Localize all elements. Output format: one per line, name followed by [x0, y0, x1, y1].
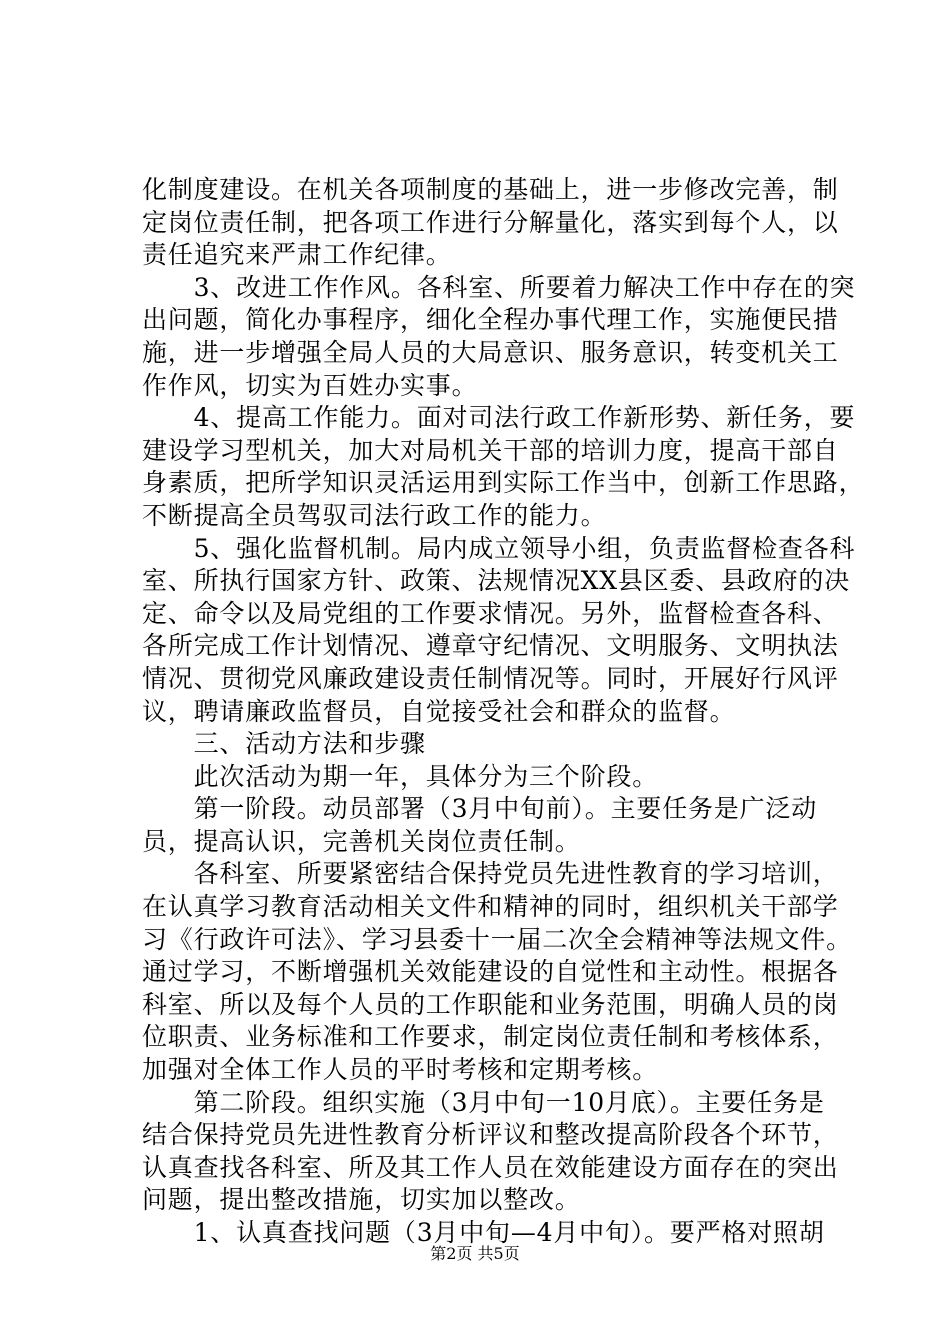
text-line: 作作风，切实为百姓办实事。	[142, 370, 478, 400]
document-body	[142, 174, 865, 1250]
text-line: 身素质，把所学知识灵活运用到实际工作当中，创新工作思路，	[142, 468, 865, 498]
text-line: 施，进一步增强全局人员的大局意识、服务意识，转变机关工	[142, 337, 839, 367]
text-line: 室、所执行国家方针、政策、法规情况XX县区委、县政府的决	[142, 566, 850, 596]
text-line: 位职责、业务标准和工作要求，制定岗位责任制和考核体系，	[142, 1022, 839, 1052]
page-footer	[0, 1244, 950, 1264]
text-line: 结合保持党员先进性教育分析评议和整改提高阶段各个环节，	[142, 1120, 839, 1150]
text-line: 科室、所以及每个人员的工作职能和业务范围，明确人员的岗	[142, 989, 839, 1019]
text-line: 加强对全体工作人员的平时考核和定期考核。	[142, 1055, 659, 1085]
text-line: 第一阶段。动员部署（3月中旬前）。主要任务是广泛动	[142, 794, 818, 824]
text-line: 出问题，简化办事程序，细化全程办事代理工作，实施便民措	[142, 305, 839, 335]
section-heading: 三、活动方法和步骤	[142, 729, 426, 759]
text-line: 通过学习，不断增强机关效能建设的自觉性和主动性。根据各	[142, 957, 839, 987]
text-line: 此次活动为期一年，具体分为三个阶段。	[142, 761, 659, 791]
text-line: 建设学习型机关，加大对局机关干部的培训力度，提高干部自	[142, 435, 839, 465]
text-line: 第二阶段。组织实施（3月中旬一10月底）。主要任务是	[142, 1087, 825, 1117]
text-line: 5、强化监督机制。局内成立领导小组，负责监督检查各科	[142, 533, 856, 563]
text-line: 各所完成工作计划情况、遵章守纪情况、文明服务、文明执法	[142, 631, 839, 661]
text-line: 化制度建设。在机关各项制度的基础上，进一步修改完善，制	[142, 175, 839, 204]
text-line: 4、提高工作能力。面对司法行政工作新形势、新任务，要	[142, 403, 856, 433]
text-line: 责任追究来严肃工作纪律。	[142, 240, 452, 270]
text-line: 认真查找各科室、所及其工作人员在效能建设方面存在的突出	[142, 1152, 839, 1182]
text-line: 在认真学习教育活动相关文件和精神的同时，组织机关干部学	[142, 892, 839, 922]
text-line: 情况、贯彻党风廉政建设责任制情况等。同时，开展好行风评	[142, 663, 839, 693]
page-number: 第2页 共5页	[430, 1244, 520, 1263]
text-line: 1、认真查找问题（3月中旬—4月中旬）。要严格对照胡	[142, 1218, 825, 1247]
text-line: 员，提高认识，完善机关岗位责任制。	[142, 826, 581, 856]
text-line: 问题，提出整改措施，切实加以整改。	[142, 1185, 581, 1215]
text-line: 各科室、所要紧密结合保持党员先进性教育的学习培训，	[142, 859, 839, 889]
text-line: 3、改进工作作风。各科室、所要着力解决工作中存在的突	[142, 272, 856, 302]
text-line: 议，聘请廉政监督员，自觉接受社会和群众的监督。	[142, 696, 736, 726]
text-line: 不断提高全员驾驭司法行政工作的能力。	[142, 500, 607, 530]
text-line: 习《行政许可法》、学习县委十一届二次全会精神等法规文件。	[142, 924, 852, 954]
text-line: 定、命令以及局党组的工作要求情况。另外，监督检查各科、	[142, 598, 839, 628]
text-line: 定岗位责任制，把各项工作进行分解量化，落实到每个人，以	[142, 207, 839, 237]
